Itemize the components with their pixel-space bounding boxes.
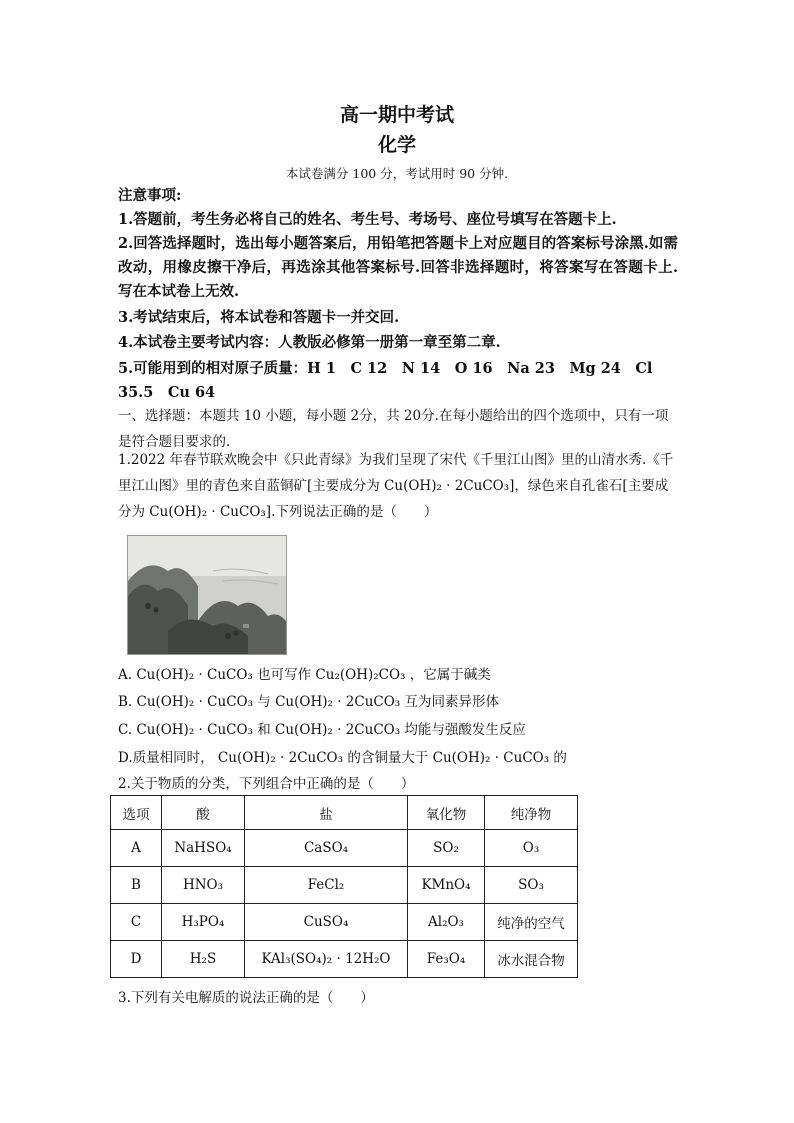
table-cell: KMnO₄	[408, 867, 485, 904]
table-cell: KAl₃(SO₄)₂ · 12H₂O	[245, 941, 408, 978]
table-cell: Fe₃O₄	[408, 941, 485, 978]
table-header-row	[111, 796, 578, 830]
notice-heading: 注意事项:	[118, 187, 182, 204]
exam-subtitle: 本试卷满分 100 分，考试用时 90 分钟.	[285, 166, 509, 181]
question-1-stem: 1.2022 年春节联欢晚会中《只此青绿》为我们呈现了宋代《千里江山图》里的山清水秀.《千里江山图》里的青色来自蓝铜矿[主要成分为 Cu(OH)₂ · 2CuCO₃]，绿色来自孔雀石[主要成分为 Cu(OH)₂ · CuCO₃].下列说法正确的是（ ）	[118, 452, 674, 520]
question-1-option-b: B. Cu(OH)₂ · CuCO₃ 与 Cu(OH)₂ · 2CuCO₃ 互为同素异形体	[118, 694, 499, 710]
question-1-option-c: C. Cu(OH)₂ · CuCO₃ 和 Cu(OH)₂ · 2CuCO₃ 均能与强酸发生反应	[118, 722, 526, 738]
notice-item-2: 2.回答选择题时，选出每小题答案后，用铅笔把答题卡上对应题目的答案标号涂黑.如需改动，用橡皮擦干净后，再选涂其他答案标号.回答非选择题时，将答案写在答题卡上.写在本试卷上无效.	[118, 235, 678, 300]
table-cell: CuSO₄	[245, 904, 408, 941]
table-row	[111, 830, 578, 867]
table-row	[111, 941, 578, 978]
table-cell: 冰水混合物	[485, 941, 578, 978]
question-1-option-d: D.质量相同时， Cu(OH)₂ · 2CuCO₃ 的含铜量大于 Cu(OH)₂ · CuCO₃ 的	[118, 750, 567, 766]
table-header-cell: 纯净物	[485, 796, 578, 830]
table-cell: HNO₃	[162, 867, 245, 904]
question-1-option-a: A. Cu(OH)₂ · CuCO₃ 也可写作 Cu₂(OH)₂CO₃ ，它属于碱类	[118, 667, 491, 683]
exam-title: 高一期中考试	[339, 104, 454, 126]
table-cell: SO₃	[485, 867, 578, 904]
table-cell: A	[111, 830, 162, 867]
table-cell: H₂S	[162, 941, 245, 978]
table-cell: D	[111, 941, 162, 978]
table-cell: Al₂O₃	[408, 904, 485, 941]
table-header-cell: 选项	[111, 796, 162, 830]
notice-item-1: 1.答题前，考生务必将自己的姓名、考生号、考场号、座位号填写在答题卡上.	[118, 211, 617, 228]
notice-item-5: 5.可能用到的相对原子质量：H 1 C 12 N 14 O 16 Na 23 Mg 24 Cl 35.5 Cu 64	[118, 360, 653, 401]
section-1-heading: 一、选择题：本题共 10 小题，每小题 2分，共 20分.在每小题给出的四个选项中，只有一项是符合题目要求的.	[118, 408, 669, 450]
exam-subject: 化学	[377, 134, 416, 156]
table-cell: FeCl₂	[245, 867, 408, 904]
notice-item-4: 4.本试卷主要考试内容：人教版必修第一册第一章至第二章.	[118, 334, 501, 351]
table-header-cell: 酸	[162, 796, 245, 830]
classification-table	[110, 795, 578, 978]
table-cell: 纯净的空气	[485, 904, 578, 941]
table-cell: SO₂	[408, 830, 485, 867]
table-header-cell: 氧化物	[408, 796, 485, 830]
table-header-cell: 盐	[245, 796, 408, 830]
table-row	[111, 867, 578, 904]
notice-item-3: 3.考试结束后，将本试卷和答题卡一并交回.	[118, 309, 400, 326]
table-cell: B	[111, 867, 162, 904]
table-row	[111, 904, 578, 941]
table-cell: NaHSO₄	[162, 830, 245, 867]
question-2-stem: 2.关于物质的分类，下列组合中正确的是（ ）	[118, 776, 415, 792]
table-cell: O₃	[485, 830, 578, 867]
question-3-stem: 3.下列有关电解质的说法正确的是（ ）	[118, 990, 374, 1006]
landscape-painting-image	[127, 535, 287, 655]
table-cell: CaSO₄	[245, 830, 408, 867]
table-cell: C	[111, 904, 162, 941]
table-cell: H₃PO₄	[162, 904, 245, 941]
